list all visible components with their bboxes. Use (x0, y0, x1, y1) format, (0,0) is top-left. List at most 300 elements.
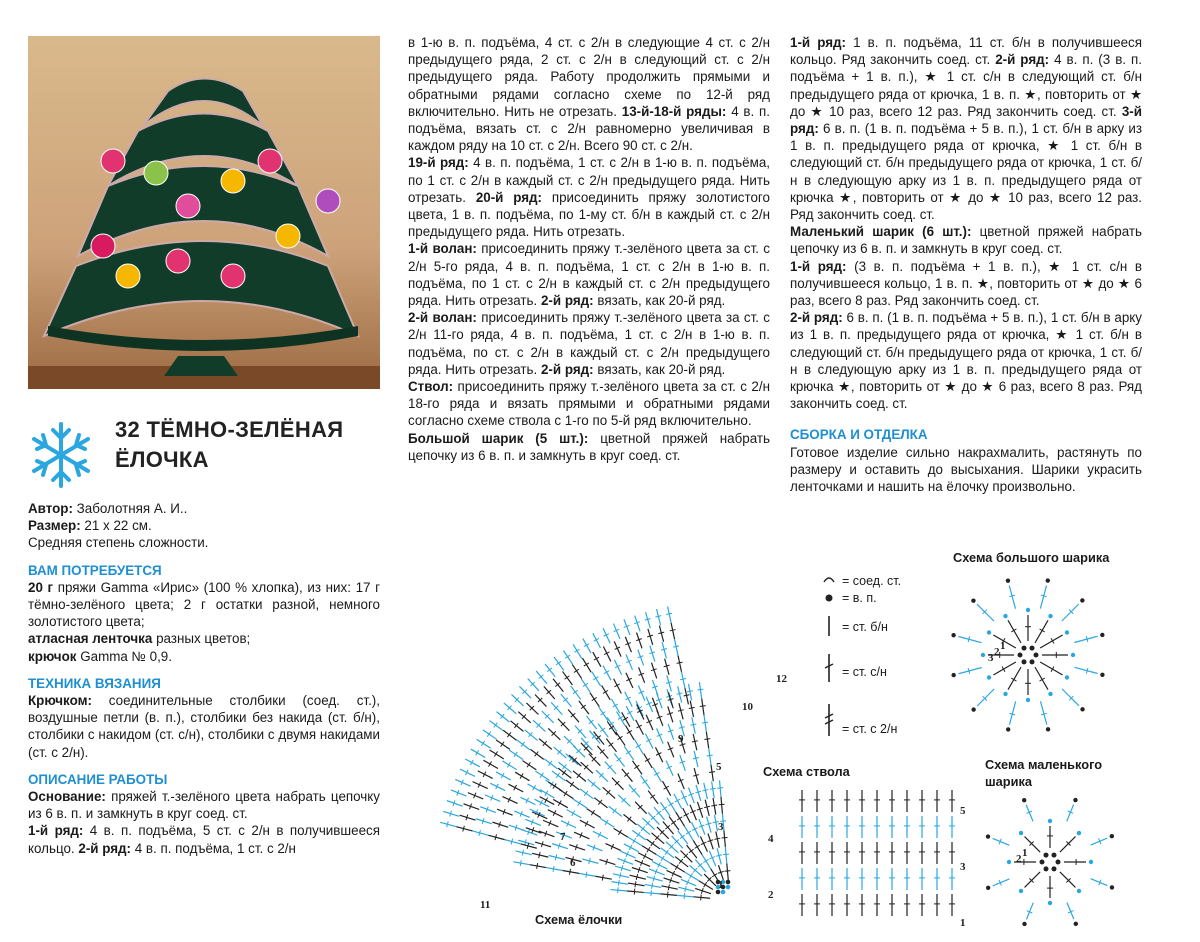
tree-diagram (400, 570, 787, 911)
stitch-mark (611, 882, 627, 885)
stitch-cross (710, 788, 716, 789)
stitch-mark (566, 754, 578, 765)
stitch-mark (642, 846, 656, 855)
stitch-mark (716, 831, 719, 847)
chain-dot (1080, 707, 1084, 711)
stitch-mark (530, 865, 546, 868)
stitch-cross (652, 883, 653, 889)
stitch-mark (571, 686, 581, 699)
chain-dot (951, 633, 955, 637)
stitch-mark (1041, 701, 1047, 724)
chain-dot (1046, 727, 1050, 731)
legend-sc: = ст. б/н (842, 620, 888, 634)
stitch-mark (622, 769, 633, 782)
stitch-mark (627, 891, 644, 892)
stitch-mark (490, 721, 503, 731)
stitch-mark (657, 827, 669, 839)
stitch-mark (497, 712, 510, 722)
stitch-mark (632, 830, 646, 840)
stitch-cross (591, 810, 594, 815)
stitch-cross (711, 805, 717, 806)
row-number: 3 (988, 652, 994, 664)
stitch-mark (678, 831, 688, 844)
stitch-mark (675, 857, 688, 867)
chain-dot (1056, 860, 1061, 865)
chain-dot (1110, 834, 1114, 838)
stitch-mark (704, 783, 708, 799)
stitch-mark (616, 732, 625, 746)
chain-dot (726, 885, 731, 890)
stitch-mark (671, 623, 674, 639)
stitch-mark (522, 761, 536, 770)
chain-dot (1080, 598, 1084, 602)
stitch-cross (677, 662, 683, 663)
stitch-mark (513, 862, 529, 865)
stitch-cross (687, 691, 693, 692)
stitch-mark (561, 694, 572, 707)
stitch-cross (668, 884, 669, 890)
trunk-diagram (760, 786, 970, 932)
stitch-mark (685, 872, 699, 881)
stitch-cross (666, 613, 672, 614)
stitch-cross (565, 655, 570, 658)
stitch-cross (685, 886, 686, 892)
stitch-mark (599, 707, 608, 721)
stitch-mark (644, 892, 661, 893)
stitch-mark (483, 730, 497, 739)
stitch-mark (693, 840, 702, 854)
stitch-mark (628, 883, 644, 886)
stitch-cross (553, 866, 554, 872)
chain-dot (1048, 614, 1052, 618)
stitch-mark (1040, 585, 1046, 608)
big-ball-caption: Схема большого шарика (953, 550, 1110, 565)
chain-dot (986, 834, 990, 838)
chain-dot (1003, 614, 1007, 618)
row-number: 1 (1022, 847, 1028, 859)
stitch-mark (702, 855, 711, 869)
stitch-mark (699, 881, 713, 890)
stitch-mark (563, 870, 579, 873)
stitch-mark (554, 657, 564, 671)
stitch-cross (540, 773, 543, 778)
stitch-mark (1008, 667, 1021, 690)
column-1 (28, 500, 380, 857)
chain-dot (1022, 646, 1027, 651)
stitch-mark (662, 781, 670, 795)
base-text: Основание: пряжей т.-зелёного цвета набрать цепочку из 6 в. п. и замкнуть в круг соед. ст. (28, 789, 380, 822)
row-number: 5 (716, 761, 722, 773)
stitch-mark (595, 876, 611, 879)
stitch-mark (1025, 872, 1041, 888)
stitch-mark (656, 855, 670, 864)
stitch-mark (660, 894, 677, 895)
stitch-mark (702, 699, 704, 716)
chain-dot (981, 653, 985, 657)
stitch-mark (579, 873, 595, 876)
stitch-mark (1062, 604, 1079, 621)
stitch-mark (977, 604, 994, 621)
row-number: 2 (994, 646, 1000, 658)
chain-icon (826, 595, 833, 602)
stitch-cross (609, 726, 614, 729)
stitch-mark (563, 650, 572, 664)
stitch-cross (637, 832, 640, 837)
stitch-cross (671, 821, 676, 825)
stitch-mark (623, 814, 636, 824)
row-number: 6 (570, 857, 576, 869)
stitch-mark (563, 671, 573, 684)
stitch-mark (535, 694, 546, 706)
col3-small-row2: 2-й ряд: 6 в. п. (1 в. п. подъёма + 5 в. п.), 1 ст. б/н в арку из 1 в. п. предыдущего ряда от крючка, ★ 1 ст. б/н в следующий ст. б/н предыдущего ряда от крючка, 1 ст. б/н в следующую арку из 1 в. п. предыдущего ряда от крючка ★, повторить от ★ до ★ 6 раз, всего 8 раз. Ряд закончить соед. ст. (790, 310, 1142, 412)
stitch-cross (701, 894, 702, 900)
stitch-mark (515, 772, 529, 781)
stitch-mark (504, 703, 517, 714)
col2-wave2: 2-й волан: присоединить пряжу т.-зелёного цвета за ст. с 2/н 11-го ряда, 4 в. п. подъёма, 1 ст. с 2/н в 1-ю в. п. подъёма, по ст. с 2/н в каждый ст. с 2/н предыдущего ряда. Нить отрезать. 2-й ряд: вязать, как 20-й ряд. (408, 310, 770, 377)
stitch-mark (583, 639, 591, 654)
chain-dot (1100, 633, 1104, 637)
stitch-cross (600, 712, 605, 715)
chain-dot (1006, 578, 1010, 582)
stitch-mark (511, 721, 524, 732)
row-number: 10 (742, 701, 753, 713)
chain-dot (987, 630, 991, 634)
stitch-mark (693, 897, 710, 898)
stitch-mark (712, 781, 715, 797)
stitch-mark (490, 750, 504, 759)
stitch-mark (535, 771, 549, 780)
chain-dot (1022, 922, 1026, 926)
stitch-mark (677, 895, 694, 896)
stitch-cross (684, 695, 690, 696)
legend-slip: = соед. ст. (842, 574, 902, 588)
stitch-mark (477, 739, 491, 748)
stitch-mark (592, 672, 601, 686)
stitch-mark (669, 817, 679, 830)
stitch-mark (635, 740, 644, 754)
col2-row19: 19-й ряд: 4 в. п. подъёма, 1 ст. с 2/н в 1-ю в. п. подъёма, по 1 ст. с 2/н в каждый ст. с 2/н предыдущего ряда. Нить отрезать. 20-й ряд: присоединить пряжу золотистого цвета, 1 в. п. подъёма, по 1-му ст. б/н в каждый ст. с 2/н предыдущего ряда. Нить отрезать. (408, 155, 770, 240)
stitch-cross (574, 669, 579, 672)
stitch-mark (573, 771, 586, 782)
stitch-cross (723, 854, 729, 855)
stitch-cross (651, 841, 655, 846)
stitch-mark (517, 740, 530, 750)
stitch-mark (590, 693, 599, 707)
tree-caption: Схема ёлочки (535, 912, 623, 927)
stitch-mark (542, 711, 554, 723)
stitch-mark (566, 780, 579, 790)
stitch-cross (583, 683, 588, 686)
stitch-mark (681, 851, 693, 863)
stitch-cross (634, 765, 639, 768)
small-ball-caption: Схема маленького шарика (985, 757, 1103, 789)
big-ball-diagram (940, 570, 1110, 740)
stitch-mark (675, 639, 678, 655)
chain-dot (986, 886, 990, 890)
stitch-cross (700, 706, 706, 707)
stitch-mark (661, 848, 674, 858)
stitch-cross (714, 838, 720, 839)
stitch-mark (713, 798, 716, 814)
stitch-cross (724, 871, 730, 872)
stitch-cross (707, 755, 713, 756)
chain-dot (987, 675, 991, 679)
stitch-mark (678, 655, 681, 671)
stitch-cross (564, 791, 567, 796)
row-number: 12 (776, 673, 787, 685)
stitch-mark (532, 853, 548, 857)
stitch-mark (503, 730, 516, 740)
stitch-mark (1074, 667, 1097, 673)
chain-dot (1019, 889, 1023, 893)
column-2 (408, 34, 770, 464)
stitch-mark (549, 856, 565, 860)
row-number: 1 (960, 917, 966, 929)
stitch-mark (553, 679, 563, 692)
stitch-cross (481, 741, 484, 746)
stitch-mark (597, 746, 608, 759)
stitch-cross (690, 724, 696, 725)
row-number: 2 (1016, 853, 1022, 865)
stitch-cross (693, 758, 699, 759)
stitch-mark (554, 747, 567, 758)
stitch-mark (1062, 689, 1079, 706)
stitch-cross (584, 791, 588, 796)
stitch-cross (618, 887, 619, 893)
stitch-mark (471, 749, 485, 757)
row-number: 4 (768, 833, 774, 845)
stitch-cross (692, 741, 698, 742)
stitch-cross (716, 855, 722, 856)
stitch-mark (605, 762, 616, 774)
chain-dot (1065, 675, 1069, 679)
stitch-mark (699, 682, 701, 699)
stitch-mark (724, 830, 725, 847)
stitch-mark (600, 818, 614, 827)
legend-dc: = ст. с/н (842, 665, 887, 679)
stitch-mark (610, 890, 627, 891)
stitch-mark (1074, 636, 1097, 642)
stitch-mark (518, 712, 530, 723)
stitch-cross (634, 889, 635, 895)
stitch-cross (520, 860, 521, 866)
stitch-mark (588, 779, 601, 790)
stitch-mark (681, 672, 684, 688)
stitch-mark (551, 702, 562, 714)
stitch-mark (648, 791, 658, 804)
stitch-mark (692, 717, 695, 733)
row-number: 2 (768, 889, 774, 901)
stitch-cross (719, 804, 725, 805)
chain-dot (1044, 853, 1049, 858)
stitch-mark (603, 787, 615, 798)
stitch-cross (667, 892, 668, 898)
stitch-mark (687, 845, 697, 858)
stitch-mark (1035, 620, 1048, 643)
stitch-mark (567, 810, 582, 818)
stitch-mark (727, 863, 728, 880)
chain-dot (1065, 630, 1069, 634)
stitch-mark (593, 652, 601, 667)
stitch-mark (536, 671, 547, 684)
chain-dot (1034, 653, 1039, 658)
stitch-cross (618, 880, 619, 886)
stitch-cross (626, 751, 631, 754)
stitch-mark (483, 760, 498, 768)
stitch-cross (662, 807, 667, 810)
chain-dot (1048, 692, 1052, 696)
stitch-mark (690, 701, 693, 717)
stitch-mark (596, 770, 608, 782)
stitch-mark (958, 636, 981, 642)
materials-yarn: 20 г пряжи Gamma «Ирис» (100 % хлопка), из них: 17 г тёмно-зелёного цвета; 2 г остатки разной, немного золотистого цвета; (28, 579, 380, 630)
stitch-cross (680, 678, 686, 679)
stitch-cross (556, 773, 560, 778)
stitch-cross (586, 872, 587, 878)
row-number: 9 (678, 733, 684, 745)
stitch-mark (618, 795, 630, 806)
stitch-cross (539, 852, 540, 858)
stitch-mark (587, 716, 597, 729)
row-number: 3 (718, 821, 724, 833)
legend-chain: = в. п. (842, 591, 877, 605)
chain-dot (1030, 646, 1035, 651)
stitch-cross (704, 806, 710, 807)
stitch-cross (642, 780, 647, 784)
stitch-mark (1009, 701, 1015, 724)
stitch-mark (496, 772, 511, 780)
stitch-cross (702, 790, 708, 791)
assembly-text: Готовое изделие сильно накрахмалить, растянуть по размеру и оставить до высыхания. Шарики украсить ленточками и нашить на ёлочку произвольно. (790, 444, 1142, 495)
stitch-mark (1040, 635, 1063, 648)
stitch-cross (570, 782, 574, 787)
chain-dot (726, 880, 731, 885)
stitch-cross (620, 872, 621, 878)
row-number: 3 (960, 861, 966, 873)
stitch-mark (1008, 620, 1021, 643)
stitch-mark (993, 662, 1016, 675)
stitch-mark (575, 726, 586, 738)
stitch-mark (685, 826, 694, 840)
tree-photo-illustration (28, 36, 380, 389)
row-number: 7 (560, 831, 566, 843)
stitch-mark (645, 884, 661, 887)
stitch-mark (685, 688, 688, 704)
stitch-mark (624, 746, 633, 760)
stitch-mark (626, 726, 635, 740)
stitch-mark (641, 775, 651, 789)
chain-dot (1006, 727, 1010, 731)
stitch-mark (606, 739, 616, 752)
row-number: 11 (480, 899, 491, 911)
chain-dot (1046, 578, 1050, 582)
chain-dot (1030, 659, 1035, 664)
trunk-caption: Схема ствола (763, 764, 850, 779)
stitch-mark (545, 664, 555, 677)
stitch-mark (688, 684, 691, 700)
chain-dot (1019, 831, 1023, 835)
small-ball-diagram (975, 790, 1125, 935)
chain-dot (1100, 673, 1104, 677)
col3-small-row1: 1-й ряд: (3 в. п. подъёма + 1 в. п.), ★ 1 ст. с/н в получившееся кольцо, 1 в. п. ★, повторить от ★ до ★ 6 раз, всего 8 раз. Ряд закончить соед. ст. (790, 258, 1142, 309)
stitch-cross (527, 762, 530, 767)
chain-dot (1052, 853, 1057, 858)
stitch-cross (617, 736, 622, 739)
stitch-mark (581, 679, 590, 693)
stitch-mark (706, 732, 708, 749)
stitch-mark (589, 754, 601, 766)
stitch-mark (725, 847, 726, 864)
stitch-mark (526, 703, 538, 715)
stitch-cross (670, 630, 676, 631)
stitch-mark (1009, 585, 1015, 608)
chain-dot (1044, 866, 1049, 871)
stitch-mark (678, 686, 682, 702)
chain-dot (1073, 798, 1077, 802)
stitch-cross (573, 690, 578, 694)
author-line: Автор: Заболотняя А. И.. (28, 501, 188, 516)
stitch-mark (622, 712, 630, 726)
stitch-mark (613, 874, 629, 878)
row-number: 1 (1000, 640, 1006, 652)
row-number: 5 (960, 805, 966, 817)
stitch-mark (580, 789, 593, 799)
slip-stitch-icon (824, 578, 834, 582)
chain-dot (1022, 798, 1026, 802)
stitch-mark (579, 701, 589, 714)
chain-dot (1003, 692, 1007, 696)
stitch-mark (629, 785, 640, 798)
chain-dot (1071, 653, 1075, 657)
stitch-cross (655, 616, 661, 617)
chain-dot (1077, 889, 1081, 893)
stitch-cross (636, 874, 637, 880)
stitch-mark (667, 798, 676, 812)
stitch-mark (670, 863, 684, 872)
stitch-mark (614, 754, 624, 767)
stitch-mark (676, 812, 685, 826)
stitch-mark (548, 728, 560, 739)
stitch-mark (540, 789, 554, 797)
stitch-mark (693, 734, 697, 750)
stitch-mark (598, 724, 608, 737)
stitch-cross (522, 850, 523, 856)
assembly-heading: СБОРКА И ОТДЕЛКА (790, 427, 928, 443)
stitch-cross (569, 869, 570, 875)
col2-trunk: Ствол: присоединить пряжу т.-зелёного цвета за ст. с 2/н 18-го ряда и вязать прямыми и обратными рядами согласно схеме ствола с 1-го по 5-й ряд включительно. (408, 379, 770, 429)
stitch-mark (569, 755, 581, 766)
stitch-cross (651, 890, 652, 896)
stitch-cross (578, 801, 581, 806)
row1-text: 1-й ряд: 4 в. п. подъёма, 5 ст. с 2/н в получившееся кольцо. 2-й ряд: 4 в. п. подъёма, 1 ст. с 2/н (28, 823, 380, 856)
description-heading: ОПИСАНИЕ РАБОТЫ (28, 771, 168, 787)
size-line: Размер: 21 x 22 см. (28, 518, 152, 534)
snowflake-icon (26, 420, 96, 490)
stitch-mark (519, 686, 531, 698)
stitch-mark (647, 839, 660, 849)
stitch-mark (509, 750, 523, 759)
stitch-mark (609, 806, 622, 816)
chain-dot (1052, 866, 1057, 871)
stitch-cross (514, 752, 517, 757)
stitch-mark (525, 730, 538, 741)
stitch-cross (501, 742, 504, 747)
stitch-mark (1035, 667, 1048, 690)
stitch-cross (689, 707, 695, 708)
stitch-mark (587, 809, 601, 818)
stitch-cross (602, 875, 603, 881)
stitch-mark (511, 694, 523, 705)
